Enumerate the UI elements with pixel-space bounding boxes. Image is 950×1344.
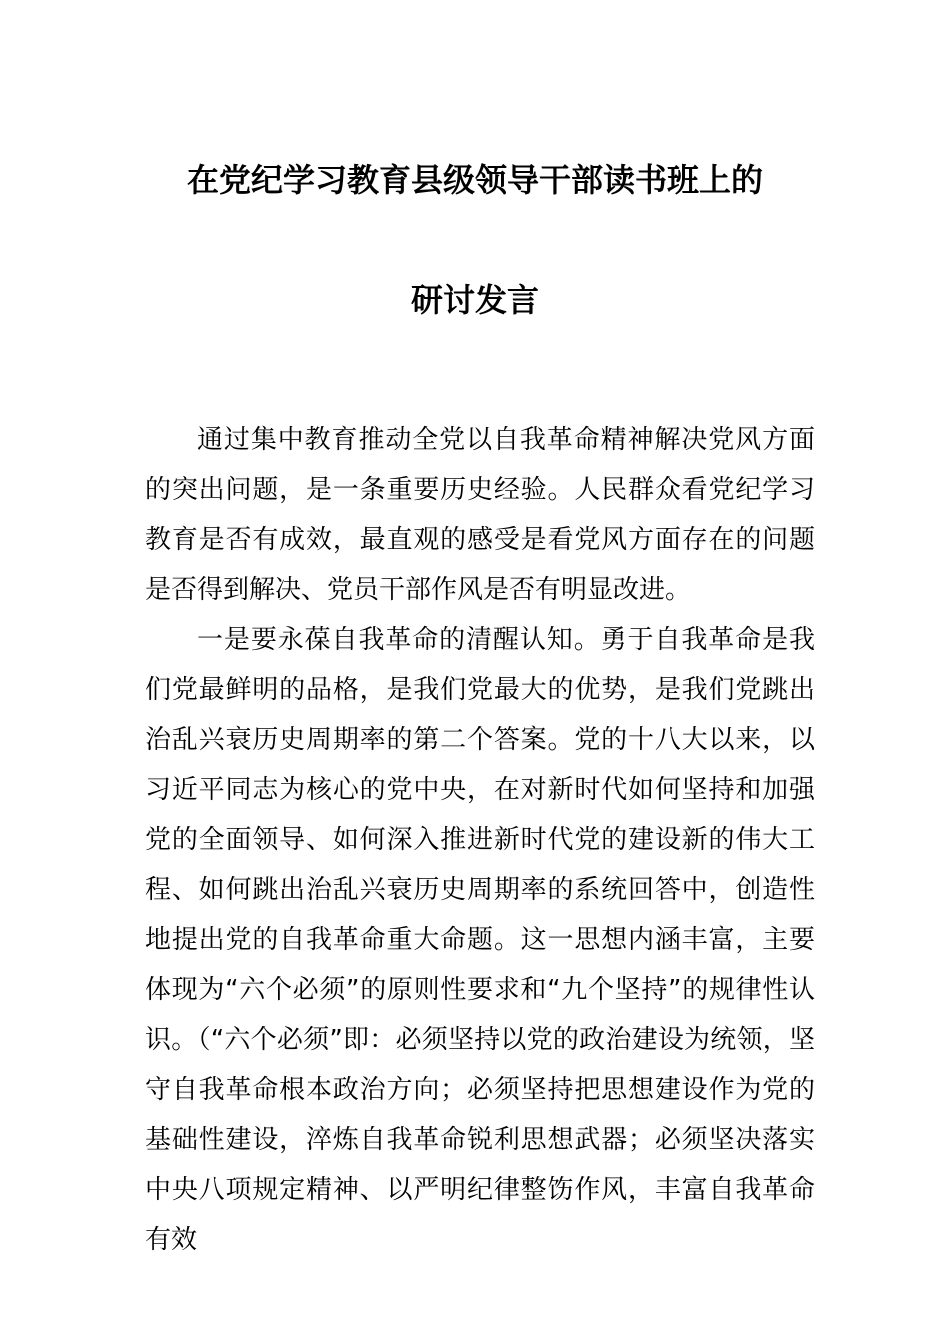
document-title-line-2: 研讨发言 [410, 281, 539, 319]
paragraph-intro: 通过集中教育推动全党以自我革命精神解决党风方面的突出问题，是一条重要历史经验。人民群众看党纪学习教育是否有成效，最直观的感受是看党风方面存在的问题是否得到解决、党员干部作风是否有明显改进。 [145, 425, 815, 605]
paragraph-point-one: 一是要永葆自我革命的清醒认知。勇于自我革命是我们党最鲜明的品格，是我们党最大的优势，是我们党跳出治乱兴衰历史周期率的第二个答案。党的十八大以来，以习近平同志为核心的党中央，在对新时代如何坚持和加强党的全面领导、如何深入推进新时代党的建设新的伟大工程、如何跳出治乱兴衰历史周期率的系统回答中，创造性地提出党的自我革命重大命题。这一思想内涵丰富，主要体现为“六个必须”的原则性要求和“九个坚持”的规律性认识。（“六个必须”即：必须坚持以党的政治建设为统领，坚守自我革命根本政治方向；必须坚持把思想建设作为党的基础性建设，淬炼自我革命锐利思想武器；必须坚决落实中央八项规定精神、以严明纪律整饬作风，丰富自我革命有效 [145, 625, 815, 1255]
document-body [145, 415, 815, 1265]
document-title-line-1: 在党纪学习教育县级领导干部读书班上的 [186, 161, 763, 199]
